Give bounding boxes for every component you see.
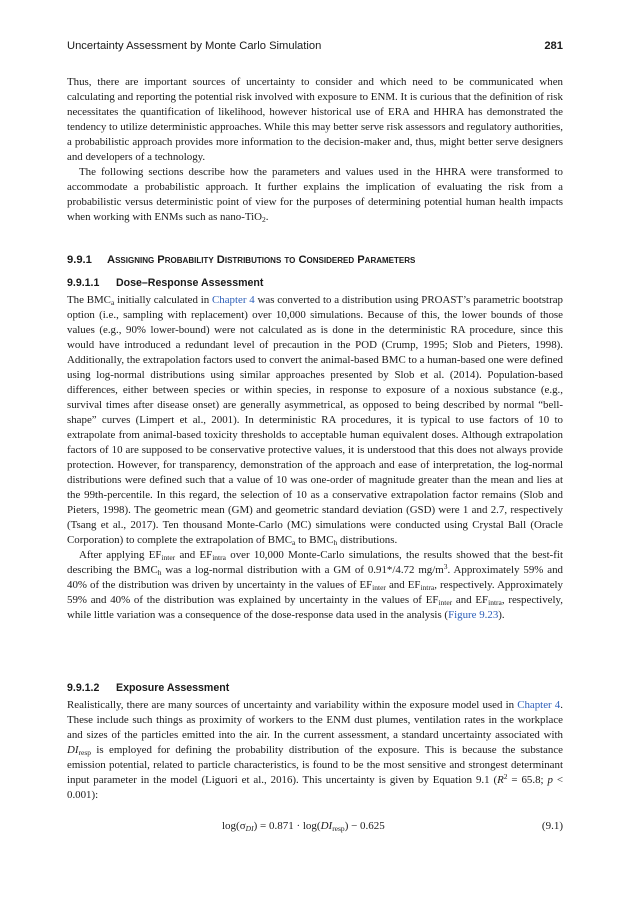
running-title: Uncertainty Assessment by Monte Carlo Simulation (67, 40, 322, 52)
section-title: Assigning Probability Distributions to Considered Parameters (107, 254, 416, 266)
chapter-4-link[interactable]: Chapter 4 (211, 294, 255, 306)
equation-9-1 (67, 820, 563, 838)
equation-number: (9.1) (541, 820, 563, 832)
intro-text (67, 75, 563, 225)
chapter-4-link-2[interactable]: Chapter 4 (517, 699, 561, 711)
exposure-paragraph-1: Realistically, there are many sources of uncertainty and variability within the exposure model used in Chapter 4. These include such things as proximity of workers to the ENM dust plumes, ventilation rates in the workplace and sizes of the particles emitted into the air. In the current assessment, a standard uncertainty associated with $DI_{resp}$ is employed for defining the probability distribution of the exposure. This is because the substance emission potential, related to particle characteristics, is found to be the most sensitive and strongest determinant input parameter in the model (Liguori et al., 2016). This uncertainty is given by Equation 9.1 ($R^2 = 65.8$; p < 0.001): (67, 699, 563, 801)
figure-9-23-link[interactable]: Figure 9.23 (448, 609, 499, 621)
dose-response-section (67, 277, 563, 623)
intro-paragraph-2: The following sections describe how the parameters and values used in the HHRA were transformed to accommodate a probabilistic approach. It further explains the implication of evaluating the risk from a probabilistic versus deterministic point of view for the purposes of determining potential human health impacts when working with ENMs such as nano-TiO$_2$. (67, 166, 563, 224)
equation-expression: $\log(\sigma_{DI}) = 0.871 \cdot \log(DI_{resp}) - 0.625$ (222, 820, 385, 833)
section-number: 9.9.1 (67, 254, 92, 266)
page-number: 281 (544, 40, 563, 52)
intro-paragraph-1: Thus, there are important sources of uncertainty to consider and which need to be communicated when calculating and reporting the potential risk involved with exposure to ENM. It is curious that the definition of risk necessitates the quantification of likelihood, however historical use of ERA and HHRA has demonstrated the tendency to utilize deterministic approaches. While this may better serve risk assessors and regulatory authorities, a probabilistic approach provides more information to the decision-maker and, thus, might better serve designers and developers of a technology. (67, 76, 563, 163)
section-heading (67, 254, 563, 266)
exposure-section (67, 682, 563, 803)
running-header (67, 40, 563, 56)
subsection-heading-exposure: 9.9.1.2 Exposure Assessment (67, 682, 230, 694)
subsection-heading-dose-response: 9.9.1.1 Dose–Response Assessment (67, 277, 264, 289)
dose-response-paragraph-2: After applying $EF_{inter}$ and $EF_{intra}$ over 10,000 Monte-Carlo simulations, the results showed that the best-fit describing the $BMC_h$ was a log-normal distribution with a GM of 0.91*/4.72 $mg/m^3$. Approximately 59% and 40% of the distribution was driven by uncertainty in the values of $EF_{inter}$ and $EF_{intra}$, respectively. Approximately 59% and 40% of the distribution was explained by uncertainty in the values of $EF_{inter}$ and $EF_{intra}$, respectively, while little variation was a consequence of the dose-response data used in the analysis (Figure 9.23). (67, 549, 563, 621)
dose-response-paragraph-1: The $BMC_a$ initially calculated in Chapter 4 was converted to a distribution using PROAST’s parametric bootstrap option (i.e., sampling with replacement) over 10,000 simulations. Because of this, the lower bounds of those values (e.g., 90% lower-bound) were not calculated as is done in the deterministic RA procedure, since this would have introduced a redundant level of precaution in the POD (Crump, 1995; Slob and Pieters, 1998). Additionally, the extrapolation factors used to convert the animal-based BMC to a human-based one were defined using log-normal distributions using similar approaches presented by Slob et al. (2014). Population-based differences, either between species or within species, in response to exposure of a noxious substance (e.g., survival times after disease onset) are generally asymmetrical, as opposed to being described by normal “bell-shape” curves (Limpert et al., 2001). In deterministic RA procedures, it is typical to use factors of 10 to extrapolate from animal-based toxicity thresholds to acceptable human equivalent doses. Although extrapolation factors of 10 are supposed to be conservative protective values, it is understood that this does not always provide protection. However, for transparency, demonstration of the approach and ease of interpretation, the log-normal distributions were defined such that a value of 10 was one-order of magnitude greater than the mean and lies at the 99th-percentile. In this regard, the selection of 10 as a conservative extrapolation factor remains (Slob and Pieters, 1998). The geometric mean (GM) and geometric standard deviation (GSD) were 1 and 2.7, respectively (Tsang et al., 2017). Ten thousand Monte-Carlo (MC) simulations were conducted using Crystal Ball (Oracle Corporation) to complete the extrapolation of $BMC_a$ to $BMC_h$ distributions. (67, 294, 563, 547)
